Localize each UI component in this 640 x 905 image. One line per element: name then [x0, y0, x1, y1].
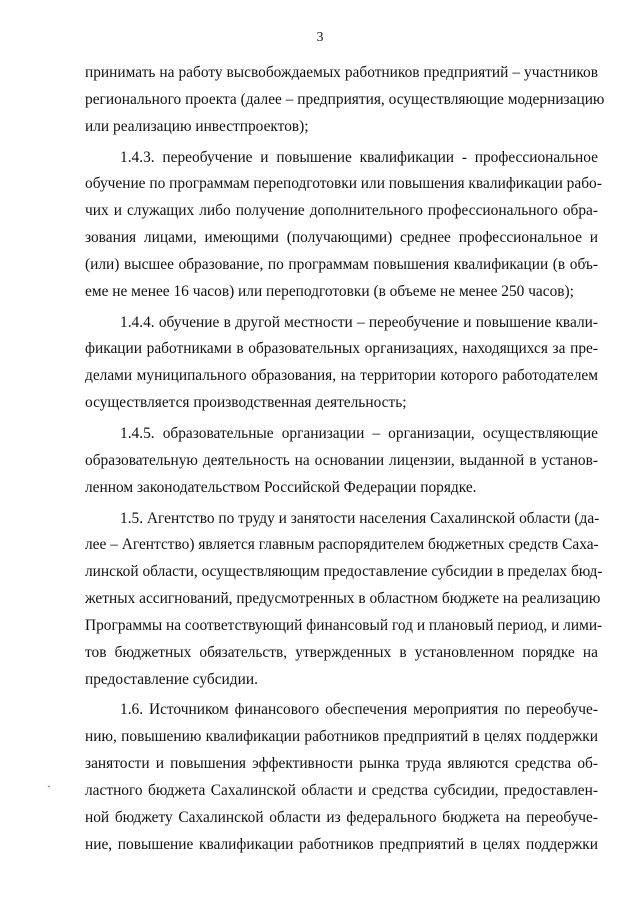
text-line: занятости и повышения эффективности рынка труда являются средства об-: [85, 755, 598, 773]
text-line: 1.4.3. переобучение и повышение квалификации - профессиональное: [120, 148, 598, 166]
text-line: Программы на соответствующий финансовый год и плановый период, и лими-: [85, 616, 603, 634]
text-line: (или) высшее образование, по программам повышения квалификации (в объ-: [85, 255, 598, 273]
text-line: 1.6. Источником финансового обеспечения мероприятия по переобуче-: [120, 701, 598, 719]
text-line: 1.4.5. образовательные организации – организации, осуществляющие: [120, 424, 598, 442]
paragraph: [85, 60, 605, 141]
text-line: жетных ассигнований, предусмотренных в областном бюджете на реализацию: [85, 590, 601, 608]
text-line: 1.5. Агентство по труду и занятости населения Сахалинской области (да-: [120, 509, 600, 527]
document-body: [85, 60, 605, 858]
paragraph: [85, 697, 598, 858]
text-line: нию, повышению квалификации работников предприятий в целях поддержки: [85, 728, 598, 746]
text-line: фикации работниками в образовательных организациях, находящихся за пре-: [85, 340, 598, 358]
paragraph: [85, 421, 598, 502]
text-line: ной бюджету Сахалинской области из федерального бюджета на переобуче-: [85, 808, 598, 826]
paragraph: [85, 145, 602, 306]
text-line: обучение по программам переподготовки или повышения квалификации рабо-: [85, 175, 602, 193]
text-line: чих и служащих либо получение дополнительного профессионального обра-: [85, 202, 598, 220]
text-line: линской области, осуществляющим предоставление субсидии в пределах бюд-: [85, 563, 603, 581]
page-number: 3: [316, 30, 324, 45]
scan-speck: ˋ: [47, 783, 51, 797]
text-line: тов бюджетных обязательств, утвержденных в установленном порядке на: [85, 643, 598, 661]
paragraph: [85, 310, 598, 417]
text-line: образовательную деятельность на основании лицензии, выданной в установ-: [85, 451, 598, 469]
text-line: 1.4.4. обучение в другой местности – переобучение и повышение квали-: [120, 313, 598, 331]
text-line: осуществляется производственная деятельность;: [85, 394, 407, 412]
text-line: ластного бюджета Сахалинской области и средства субсидии, предоставлен-: [85, 781, 598, 799]
text-line: зования лицами, имеющими (получающими) среднее профессиональное и: [85, 229, 598, 247]
paragraph: [85, 506, 603, 694]
text-line: или реализацию инвестпроектов);: [85, 117, 309, 135]
text-line: лее – Агентство) является главным распорядителем бюджетных средств Саха-: [85, 536, 599, 554]
text-line: регионального проекта (далее – предприятия, осуществляющие модернизацию: [85, 90, 605, 108]
text-line: ние, повышение квалификации работников предприятий в целях поддержки: [85, 835, 598, 853]
text-line: ленном законодательством Российской Федерации порядке.: [85, 478, 477, 496]
text-line: предоставление субсидии.: [85, 670, 258, 688]
text-line: еме не менее 16 часов) или переподготовки (в объеме не менее 250 часов);: [85, 282, 574, 300]
text-line: делами муниципального образования, на территории которого работодателем: [85, 367, 598, 385]
text-line: принимать на работу высвобождаемых работников предприятий – участников: [85, 64, 598, 81]
